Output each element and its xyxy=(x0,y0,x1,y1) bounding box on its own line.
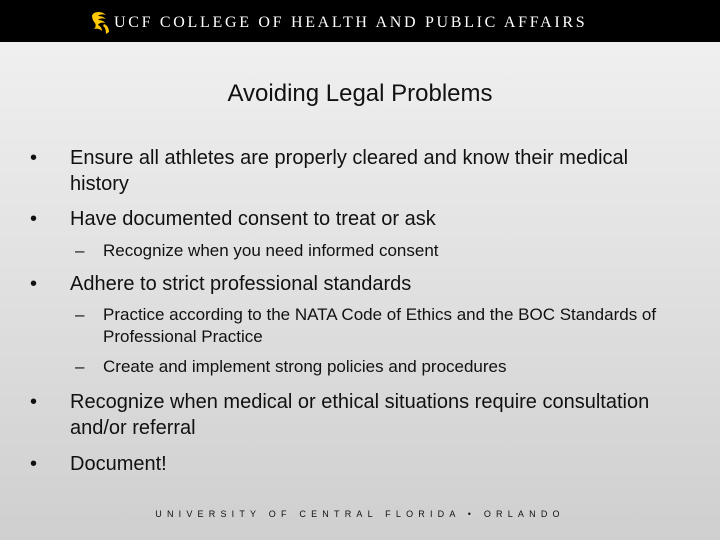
bullet-text: Adhere to strict professional standards xyxy=(70,273,412,295)
slide-title: Avoiding Legal Problems xyxy=(227,80,493,107)
bullet-marker: • xyxy=(30,147,38,169)
bullet-text: Have documented consent to treat or ask xyxy=(70,208,436,230)
header-brand xyxy=(90,8,587,38)
header-title: UCF COLLEGE OF HEALTH AND PUBLIC AFFAIRS xyxy=(114,14,588,31)
bullet-text: Ensure all athletes are properly cleared and know their medical history xyxy=(70,147,629,195)
bullet-marker: • xyxy=(30,453,38,475)
bullet-marker: • xyxy=(30,391,38,413)
sub-bullet-text: Create and implement strong policies and procedures xyxy=(103,357,507,376)
sub-bullet-marker: – xyxy=(75,305,85,324)
bullet-text: Recognize when medical or ethical situations require consultation and/or referral xyxy=(70,391,650,439)
sub-bullet-marker: – xyxy=(75,241,85,260)
sub-bullet-text: Recognize when you need informed consent xyxy=(103,241,439,260)
sub-bullet-marker: – xyxy=(75,357,85,376)
ucf-pegasus-logo-icon xyxy=(90,10,112,36)
bullet-text: Document! xyxy=(70,453,167,475)
bullet-marker: • xyxy=(30,273,38,295)
sub-bullet-text: Practice according to the NATA Code of Ethics and the BOC Standards of Professional Practice xyxy=(103,305,657,346)
bullet-marker: • xyxy=(30,208,38,230)
footer-text: UNIVERSITY OF CENTRAL FLORIDA • ORLANDO xyxy=(155,509,565,519)
header-bar xyxy=(0,0,720,42)
